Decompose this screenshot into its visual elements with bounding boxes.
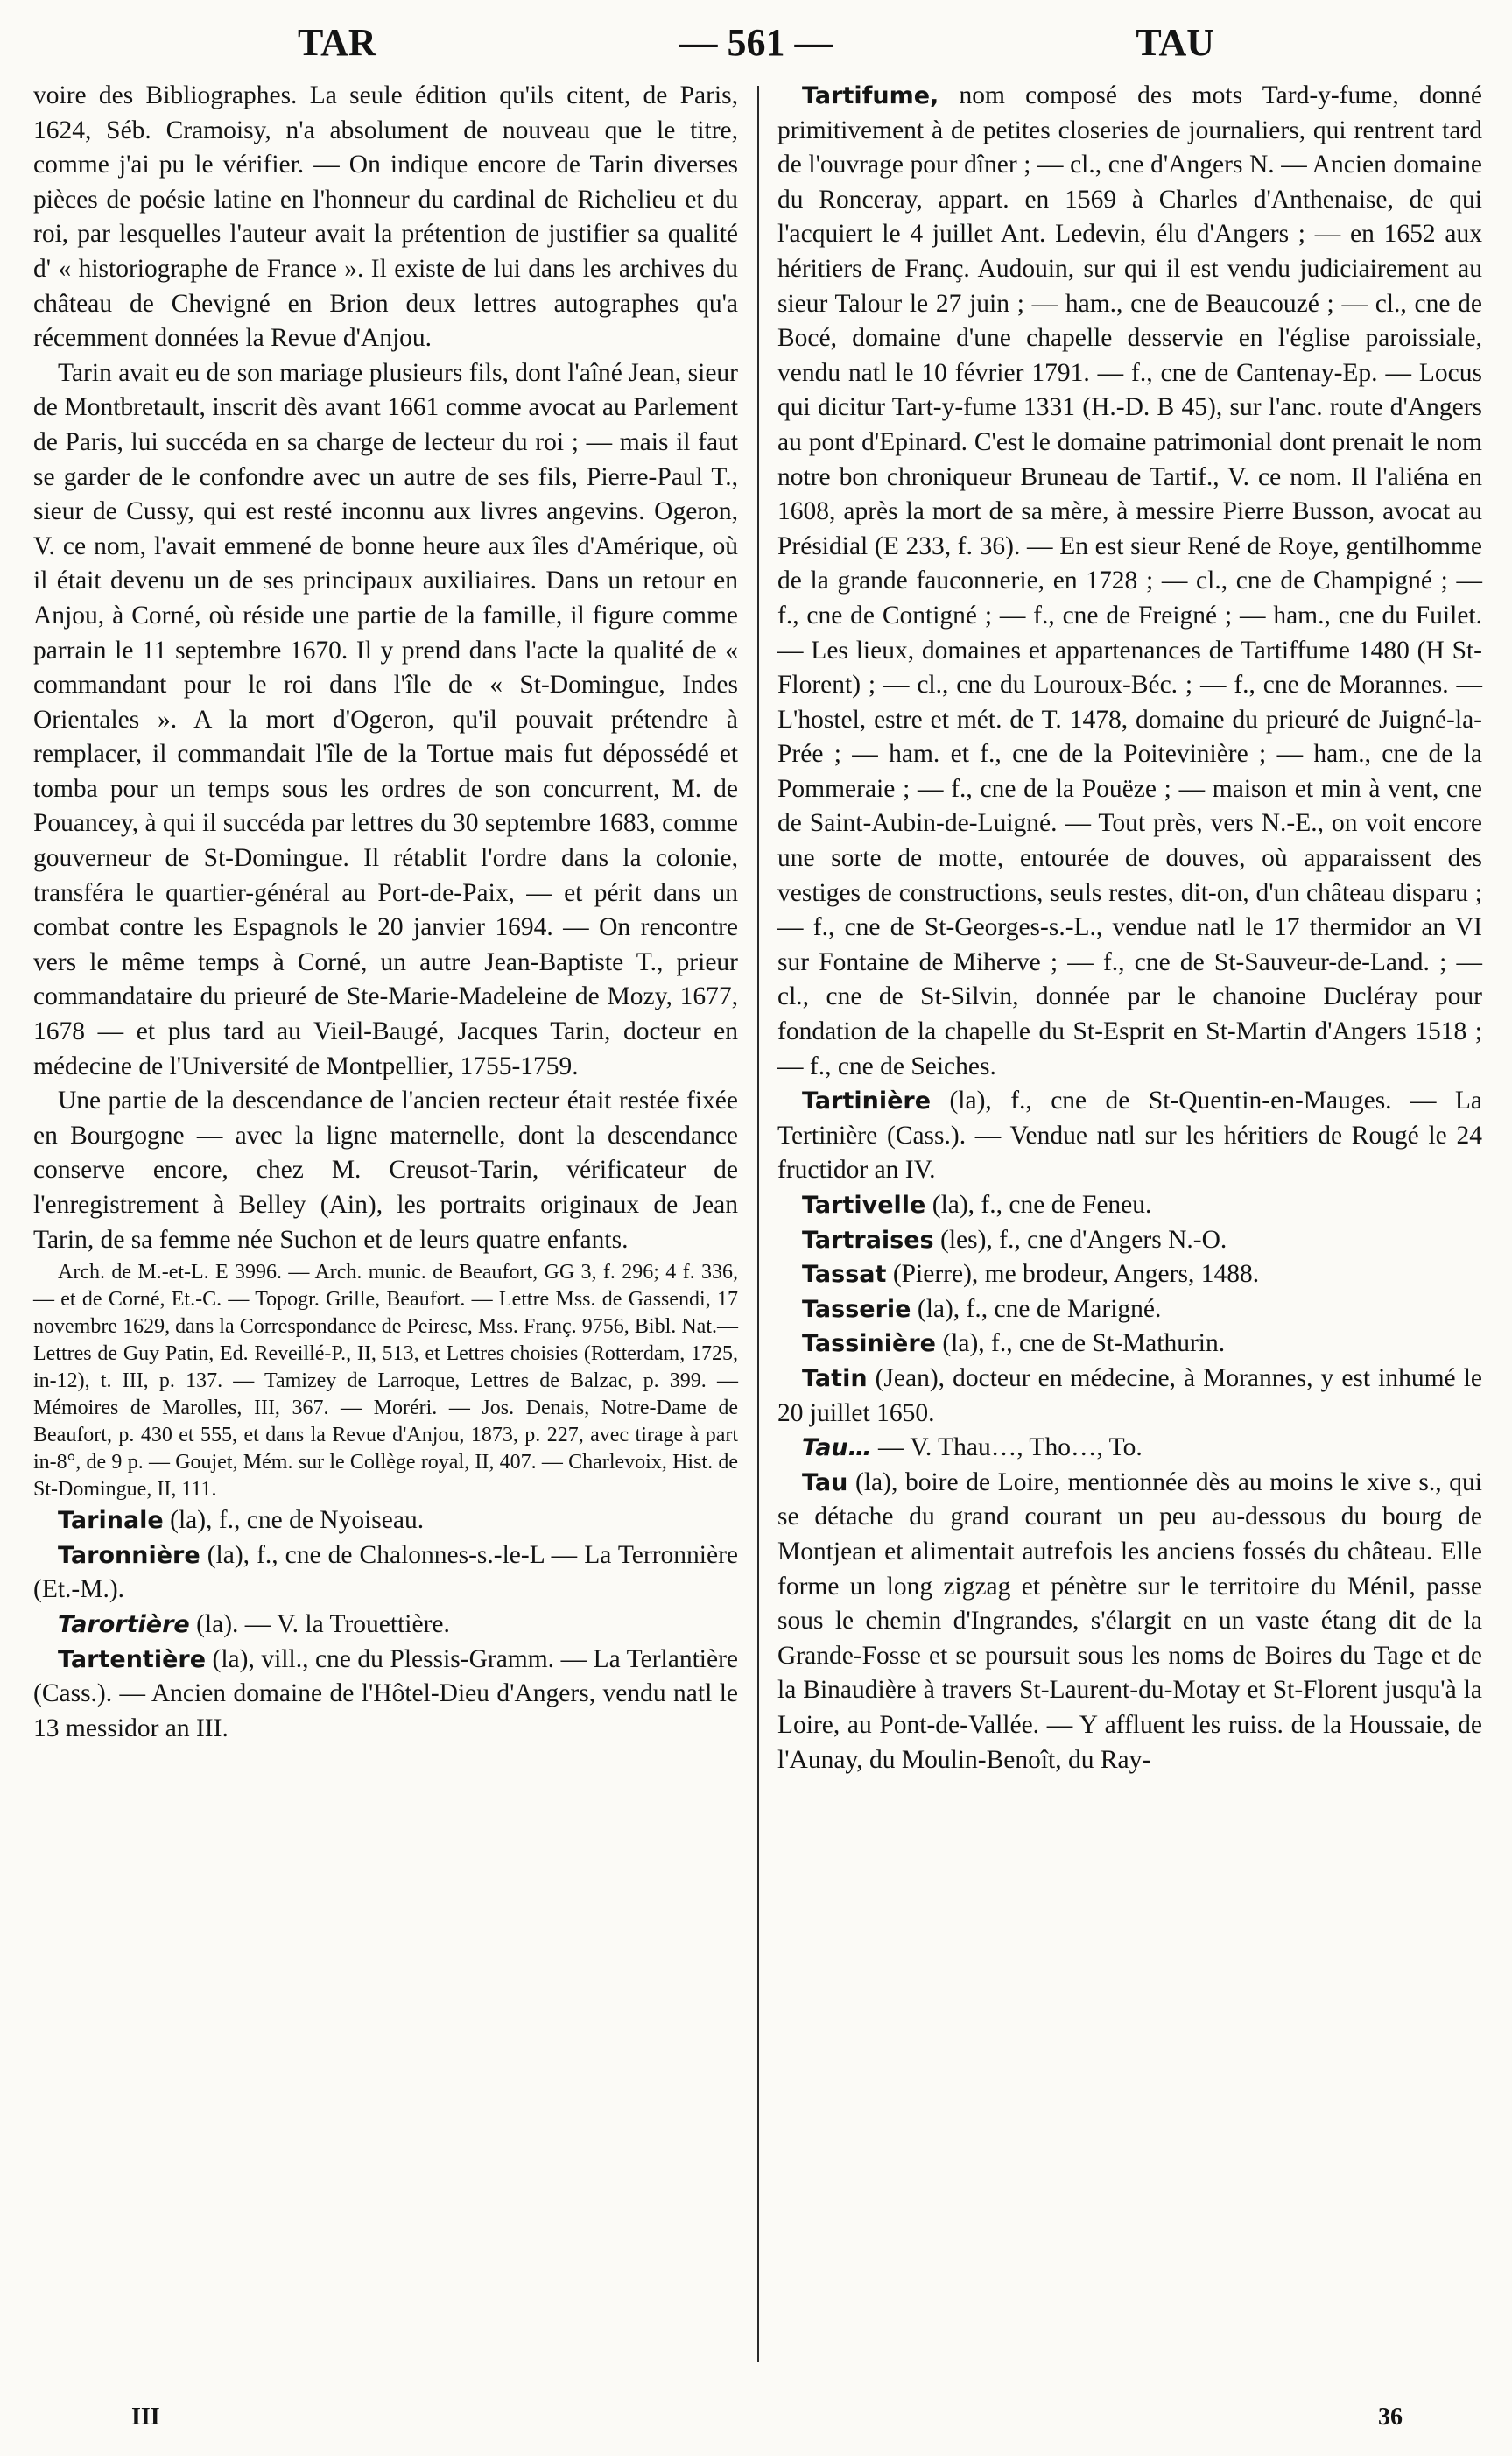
entry-tartivelle	[777, 1188, 1482, 1223]
entry-headword: Tarortière	[58, 1610, 190, 1638]
entry-headword: Tatin	[802, 1364, 868, 1392]
entry-tau	[777, 1466, 1482, 1777]
entry-text: (la), f., cne de Nyoiseau.	[170, 1506, 425, 1535]
header-left-keyword: TAR	[298, 20, 376, 64]
page-footer	[35, 2403, 1477, 2438]
entry-text: (la), f., cne de St-Mathurin.	[942, 1329, 1226, 1358]
page-header	[35, 16, 1477, 68]
entry-text: (la), f., cne de Marigné.	[917, 1294, 1162, 1323]
paragraph: Tarin avait eu de son mariage plusieurs fils, dont l'aîné Jean, sieur de Montbretault, inscrit dès avant 1661 comme avocat au Parlement de Paris, lui succéda en sa charge de lecteur du roi ; — mais il faut se garder de le confondre avec un autre de ses fils, Pierre-Paul T., sieur de Cussy, qui est resté inconnu aux livres angevins. Ogeron, V. ce nom, l'avait emmené de bonne heure aux îles d'Amérique, où il était devenu un de ses principaux auxiliaires. Dans un retour en Anjou, à Corné, où réside une partie de la famille, il figure comme parrain le 11 septembre 1670. Il y prend dans l'acte la qualité de « commandant pour le roi dans l'île de « St-Domingue, Indes Orientales ». A la mort d'Ogeron, qu'il pouvait prétendre à remplacer, il commandait l'île de la Tortue mais fut dépossédé et tomba pour un temps sous les ordres de son concurrent, M. de Pouancey, à qui il succéda par lettres du 30 septembre 1683, comme gouverneur de St-Domingue. Il rétablit l'ordre dans la colonie, transféra le quartier-général au Port-de-Paix, — et périt dans un combat contre les Espagnols le 20 janvier 1694. — On rencontre vers le même temps à Corné, un autre Jean-Baptiste T., prieur commandataire du prieuré de Ste-Marie-Madeleine de Mozy, 1677, 1678 — et plus tard au Vieil-Baugé, Jacques Tarin, docteur en médecine de l'Université de Montpellier, 1755-1759.	[33, 358, 738, 1080]
entry-tartiniere	[777, 1084, 1482, 1188]
entry-tartraises	[777, 1223, 1482, 1258]
entry-headword: Tau…	[802, 1434, 872, 1462]
source-notes	[33, 1259, 738, 1503]
entry-tartentiere	[33, 1643, 738, 1747]
entry-text: (Pierre), me brodeur, Angers, 1488.	[892, 1260, 1260, 1289]
entry-headword: Tartentière	[58, 1645, 207, 1673]
entry-headword: Tassinière	[802, 1330, 936, 1358]
entry-tassat	[777, 1257, 1482, 1292]
entry-headword: Tartraises	[802, 1226, 934, 1254]
paragraph: voire des Bibliographes. La seule édition qu'ils citent, de Paris, 1624, Séb. Cramoisy, n'a absolument de nouveau que le titre, comme j'ai pu le vérifier. — On indique encore de Tarin diverses pièces de poésie latine en l'honneur du cardinal de Richelieu et du roi, par lesquelles l'auteur avait la prétention de justifier sa qualité d' « historiographe de France ». Il existe de lui dans les archives du château de Chevigné en Brion deux lettres autographes qu'a récemment données la Revue d'Anjou.	[33, 81, 738, 353]
left-column	[33, 79, 738, 1746]
entry-tarortiere	[33, 1608, 738, 1643]
entry-tassiniere	[777, 1327, 1482, 1362]
entry-text: (la), f., cne de St-Quentin-en-Mauges. — La Tertinière (Cass.). — Vendue natl sur les héritiers de Rougé le 24 fructidor an IV.	[777, 1087, 1482, 1185]
entry-headword: Tassat	[802, 1261, 887, 1289]
entry-tatin	[777, 1362, 1482, 1431]
entry-tarinale	[33, 1503, 738, 1538]
source-notes-text: Arch. de M.-et-L. E 3996. — Arch. munic. de Beaufort, GG 3, f. 296; 4 f. 336, — et de Corné, Et.-C. — Topogr. Grille, Beaufort. — Lettre Mss. de Gassendi, 17 novembre 1629, dans la Correspondance de Peiresc, Mss. Franç. 9756, Bibl. Nat.— Lettres de Guy Patin, Ed. Reveillé-P., II, 513, et Lettres choisies (Rotterdam, 1725, in-12), t. III, p. 137. — Tamizey de Larroque, Lettres de Balzac, p. 399. — Mémoires de Marolles, III, 367. — Moréri. — Jos. Denais, Notre-Dame de Beaufort, p. 430 et 555, et dans la Revue d'Anjou, 1873, p. 227, avec tirage à part in-8°, de 9 p. — Goujet, Mém. sur le Collège royal, II, 407. — Charlevoix, Hist. de St-Domingue, II, 111.	[33, 1261, 738, 1502]
entry-text: (la), f., cne de Chalonnes-s.-le-L — La Terronnière (Et.-M.).	[33, 1540, 738, 1604]
entry-text: (la), f., cne de Feneu.	[932, 1191, 1152, 1219]
entry-headword: Tartinière	[802, 1087, 932, 1115]
entry-tau-crossref	[777, 1431, 1482, 1466]
header-right-keyword: TAU	[1136, 20, 1214, 64]
footer-volume: III	[131, 2403, 160, 2431]
column-divider	[757, 86, 759, 2362]
header-page-number: — 561 —	[679, 20, 833, 64]
entry-text: (la). — V. la Trouettière.	[196, 1609, 450, 1638]
entry-tartifume	[777, 79, 1482, 1084]
paragraph: Une partie de la descendance de l'ancien recteur était restée fixée en Bourgogne — avec la ligne maternelle, dont la descendance conserve encore, chez M. Creusot-Tarin, vérificateur de l'enregistrement à Belley (Ain), les portraits originaux de Jean Tarin, de sa femme née Suchon et de leurs quatre enfants.	[33, 1087, 738, 1254]
entry-text: (la), boire de Loire, mentionnée dès au moins le xive s., qui se détache du grand courant un peu au-dessous du bourg de Montjean et alimentait autrefois les anciens fossés du château. Elle forme un long zigzag et pénètre sur le territoire du Ménil, passe sous le chemin d'Ingrandes, s'élargit en un vaste étang dit de la Grande-Fosse et se poursuit sous les noms de Boires du Tage et de la Binaudière à travers St-Laurent-du-Motay et St-Florent jusqu'à la Loire, au Pont-de-Vallée. — Y affluent les ruiss. de la Houssaie, de l'Aunay, du Moulin-Benoît, du Ray-	[777, 1467, 1482, 1774]
entry-headword: Tasserie	[802, 1295, 911, 1323]
entry-text: nom composé des mots Tard-y-fume, donné primitivement à de petites closeries de journaliers, qui rentrent tard de l'ouvrage pour dîner ; — cl., cne d'Angers N. — Ancien domaine du Ronceray, appart. en 1569 à Charles d'Anthenaise, de qui l'acquiert le 4 juillet Ant. Ledevin, élu d'Angers ; — en 1652 aux héritiers de Franç. Audouin, sur qui il est vendu judiciairement au sieur Talour le 27 juin ; — ham., cne de Beaucouzé ; — cl., cne de Bocé, domaine d'une chapelle desservie en l'église paroissiale, vendu natl le 10 février 1791. — f., cne de Cantenay-Ep. — Locus qui dicitur Tart-y-fume 1331 (H.-D. B 45), sur l'anc. route d'Angers au pont d'Epinard. C'est le domaine patrimonial dont prenait le nom notre bon chroniqueur Bruneau de Tartif., V. ce nom. Il l'aliéna en 1608, après la mort de sa mère, à messire Pierre Busson, avocat au Présidial (E 233, f. 36). — En est sieur René de Roye, gentilhomme de la grande fauconnerie, en 1728 ; — cl., cne de Champigné ; — f., cne de Contigné ; — f., cne de Freigné ; — ham., cne du Fuilet. — Les lieux, domaines et appartenances de Tartiffume 1480 (H St-Florent) ; — cl., cne du Louroux-Béc. ; — f., cne de Morannes. — L'hostel, estre et mét. de T. 1478, domaine du prieuré de Juigné-la-Prée ; — ham. et f., cne de la Poitevinière ; — ham., cne de la Pommeraie ; — f., cne de la Pouëze ; — maison et min à vent, cne de Saint-Aubin-de-Luigné. — Tout près, vers N.-E., on voit encore une sorte de motte, entourée de douves, où apparaissent des vestiges de constructions, seuls restes, dit-on, d'un château disparu ; — f., cne de St-Georges-s.-L., vendue natl le 17 thermidor an VI sur Fontaine de Miherve ; — f., cne de St-Sauveur-de-Land. ; — cl., cne de St-Silvin, donnée par le chanoine Ducléray pour fondation de la chapelle du St-Esprit en St-Martin d'Angers 1518 ; — f., cne de Seiches.	[777, 81, 1482, 1080]
entry-text: (les), f., cne d'Angers N.-O.	[940, 1225, 1227, 1254]
entry-text: (la), vill., cne du Plessis-Gramm. — La Terlantière (Cass.). — Ancien domaine de l'Hôtel-Dieu d'Angers, vendu natl le 13 messidor an III.	[33, 1644, 738, 1742]
entry-headword: Tartifume,	[802, 82, 939, 109]
right-column	[777, 79, 1482, 1777]
entry-headword: Tartivelle	[802, 1192, 926, 1219]
entry-text: — V. Thau…, Tho…, To.	[878, 1433, 1143, 1462]
entry-headword: Tau	[802, 1468, 848, 1496]
entry-headword: Taronnière	[58, 1541, 200, 1569]
footer-signature: 36	[1378, 2403, 1403, 2431]
entry-headword: Tarinale	[58, 1507, 164, 1535]
entry-tasserie	[777, 1292, 1482, 1327]
entry-text: (Jean), docteur en médecine, à Morannes, y est inhumé le 20 juillet 1650.	[777, 1363, 1482, 1427]
entry-taronniere	[33, 1538, 738, 1608]
